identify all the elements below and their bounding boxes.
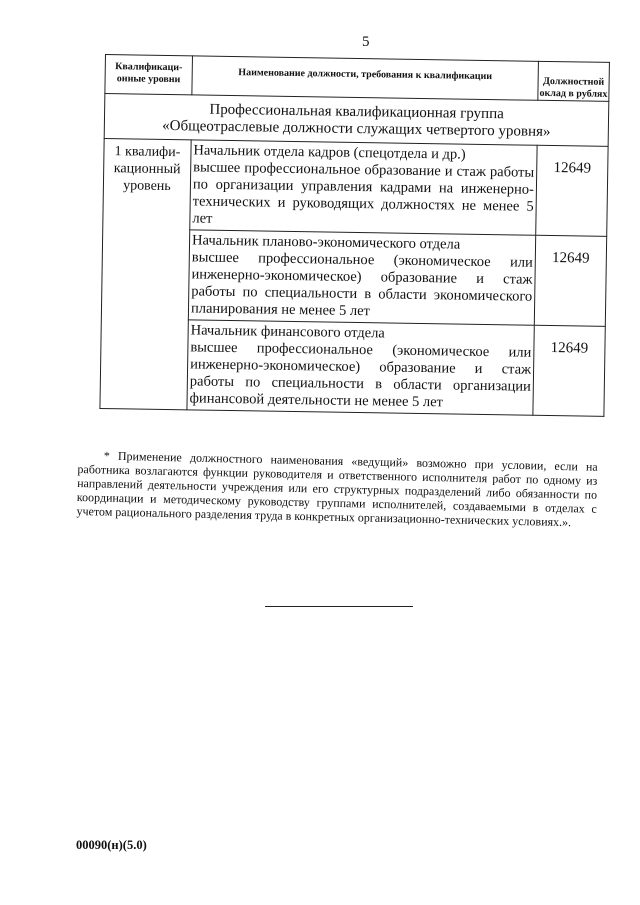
footnote-text: * Применение должностного наименования «ведущий» возможно при условии, если на работника возлагаются функции руководителя и ответственного исполнителя работ по одному из направлений деятельности учреждения или его структурных подразделений либо обязанности по координации и методическому руководству группами исполнителей, создаваемыми в отделах с учетом рационального разделения труда в конкретных организационно-технических условиях.». [76,448,598,530]
position-cell [188,230,535,325]
position-title: Начальник планово-экономического отдела [191,232,461,253]
salary-value: 12649 [534,235,606,326]
header-qualification-levels: Квалификаци-онные уровни [105,55,193,95]
position-title: Начальник финансового отдела [190,322,385,342]
position-cell [190,140,537,235]
position-requirements: высшее профессиональное (экономическое или инженерно-экономическое) образование и стаж работы по специальности в области организации финансовой деятельности не менее 5 лет [189,339,532,411]
header-position-requirements: Наименование должности, требования к квалификации [192,56,539,100]
group-title-line2: «Общеотраслевые должности служащих четвертого уровня» [162,117,551,141]
position-requirements: высшее профессиональное (экономическое или инженерно-экономическое) образование и стаж работы по специальности в области экономического планирования не менее 5 лет [190,249,533,320]
group-title [104,94,609,147]
salary-value: 12649 [536,145,608,236]
position-cell [187,320,534,415]
qualification-level: 1 квалифи-кационный уровень [100,138,191,409]
group-row [104,94,609,147]
page-number: 5 [362,34,370,50]
table-row [103,138,608,236]
salary-table [99,54,610,417]
document-code: 00090(н)(5.0) [76,838,147,852]
salary-value: 12649 [533,325,605,416]
position-title: Начальник отдела кадров (спецотдела и др.) [193,142,466,163]
group-title-line1: Профессиональная квалификационная группа [209,101,504,123]
header-salary: Должностной оклад в рублях [538,61,610,101]
position-requirements: высшее профессиональное образование и стаж работы по организации управления кадрами на инженерно-технических и руководящих должностях не менее 5 лет [192,159,535,227]
footnote [76,448,597,530]
divider-line [265,606,413,607]
